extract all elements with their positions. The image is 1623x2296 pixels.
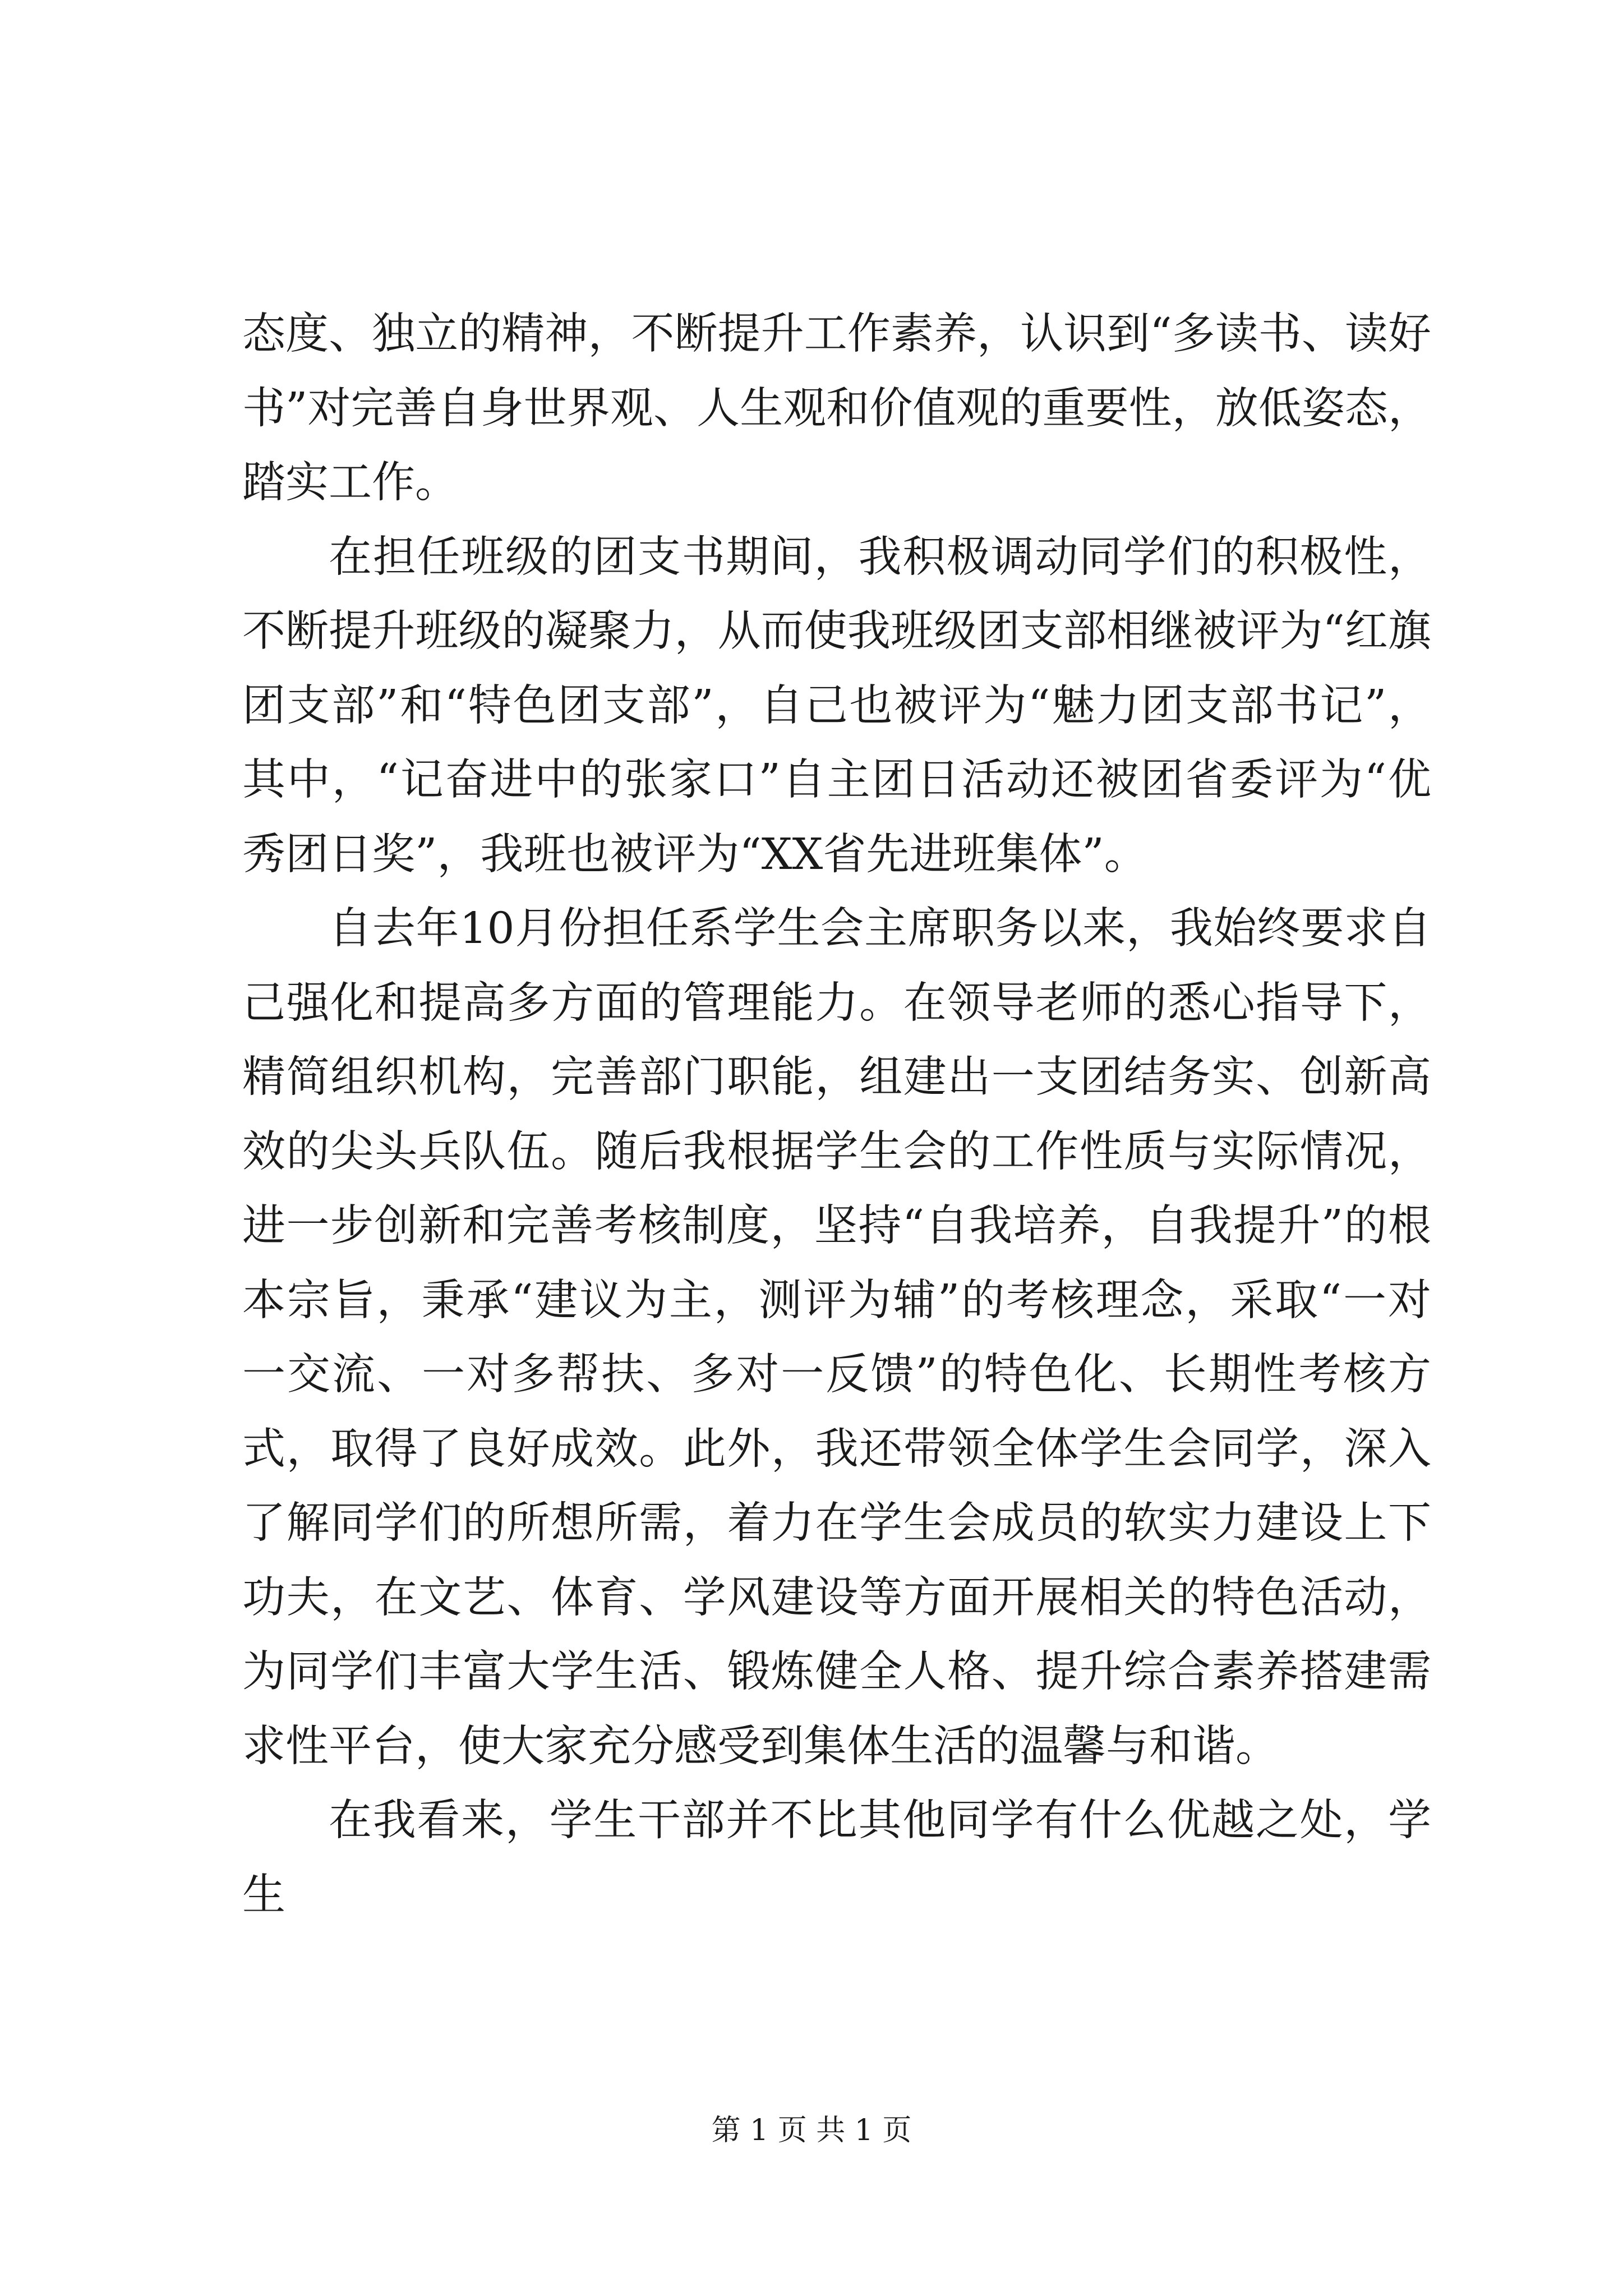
paragraph-2: 在担任班级的团支书期间，我积极调动同学们的积极性，不断提升班级的凝聚力，从而使我班级团支部相继被评为“红旗团支部”和“特色团支部”，自己也被评为“魅力团支部书记”，其中，“记奋进中的张家口”自主团日活动还被团省委评为“优秀团日奖”，我班也被评为“XX省先进班集体”。 (242, 532, 1431, 880)
paragraph-4: 在我看来，学生干部并不比其他同学有什么优越之处，学生 (242, 1796, 1431, 1920)
paragraph-1: 态度、独立的精神，不断提升工作素养，认识到“多读书、读好书”对完善自身世界观、人生观和价值观的重要性，放低姿态，踏实工作。 (242, 309, 1431, 508)
paragraph-3: 自去年10月份担任系学生会主席职务以来，我始终要求自己强化和提高多方面的管理能力。在领导老师的悉心指导下，精简组织机构，完善部门职能，组建出一支团结务实、创新高效的尖头兵队伍。随后我根据学生会的工作性质与实际情况，进一步创新和完善考核制度，坚持“自我培养，自我提升”的根本宗旨，秉承“建议为主，测评为辅”的考核理念，采取“一对一交流、一对多帮扶、多对一反馈”的特色化、长期性考核方式，取得了良好成效。此外，我还带领全体学生会同学，深入了解同学们的所想所需，着力在学生会成员的软实力建设上下功夫，在文艺、体育、学风建设等方面开展相关的特色活动，为同学们丰富大学生活、锻炼健全人格、提升综合素养搭建需求性平台，使大家充分感受到集体生活的温馨与和谐。 (242, 904, 1431, 1772)
document-body (242, 297, 1431, 1932)
page-footer: 第 1 页 共 1 页 (711, 2114, 912, 2147)
